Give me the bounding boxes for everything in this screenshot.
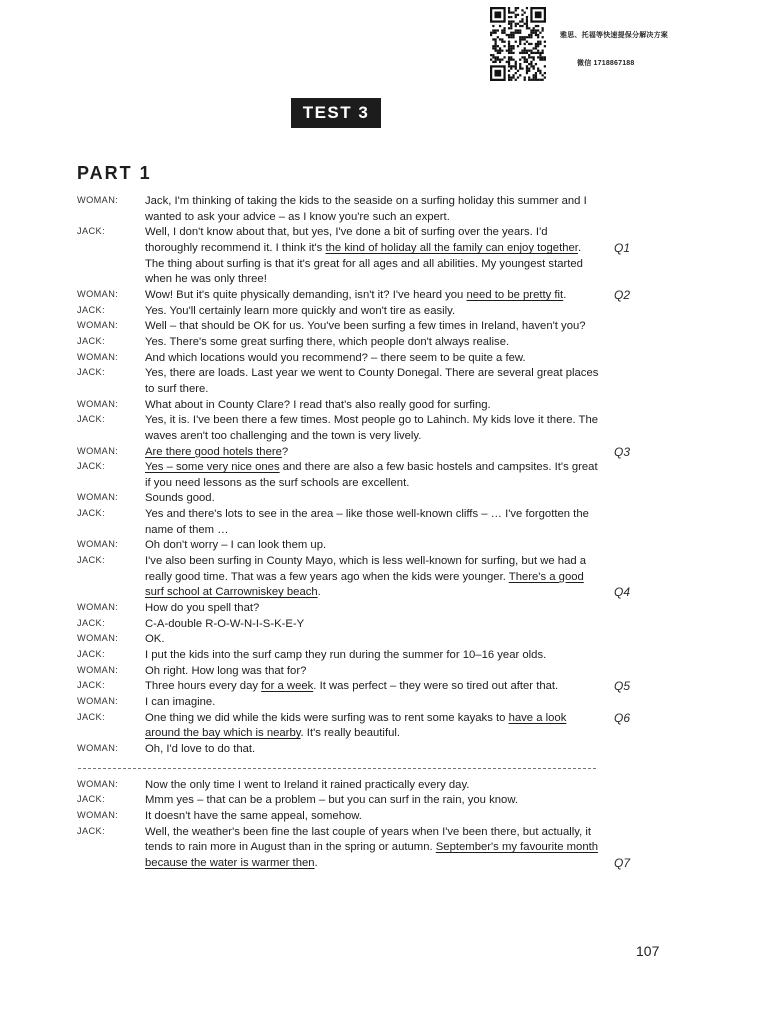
dialogue-row	[0, 648, 768, 664]
dialogue-row	[0, 793, 768, 809]
dialogue-segment: Yes and there's lots to see in the area – like those well-known cliffs – … I've forgotten the name of them …	[145, 508, 589, 536]
dialogue-text	[145, 778, 600, 794]
dialogue-text	[145, 554, 600, 601]
speaker-label: JACK:	[77, 226, 106, 237]
dialogue-segment: I've also been surfing in County Mayo, which is less well-known for surfing, but we had a really good time. That was a few years ago when the kids were younger.	[145, 555, 587, 583]
question-label: Q3	[614, 444, 631, 459]
transcript-block-b	[0, 778, 768, 872]
dialogue-segment: Yes. There's some great surfing there, which people don't always realise.	[145, 335, 510, 348]
speaker-label: JACK:	[77, 367, 106, 378]
part-title: PART 1	[77, 163, 152, 183]
dialogue-row	[0, 398, 768, 414]
dialogue-text	[145, 491, 600, 507]
dialogue-text	[145, 617, 600, 633]
speaker-label: JACK:	[77, 304, 106, 315]
page-number: 107	[636, 943, 660, 959]
dialogue-row	[0, 351, 768, 367]
dialogue-text	[145, 413, 600, 444]
question-label: Q6	[614, 710, 631, 725]
dialogue-text	[145, 538, 600, 554]
dialogue-text	[145, 351, 600, 367]
speaker-label: JACK:	[77, 508, 106, 519]
dialogue-text	[145, 304, 600, 320]
dialogue-row	[0, 679, 768, 695]
dialogue-text	[145, 711, 600, 742]
dialogue-segment: . The thing about surfing is that it's great for all ages and all abilities. My youngest started when he was only three!	[145, 241, 583, 286]
speaker-label: WOMAN:	[77, 742, 119, 753]
dialogue-segment: What about in County Clare? I read that's also really good for surfing.	[145, 398, 491, 411]
answer-underline: Are there good hotels there	[145, 445, 282, 458]
dialogue-text	[145, 288, 600, 304]
answer-underline: need to be pretty fit	[466, 288, 564, 301]
dialogue-text	[145, 319, 600, 335]
speaker-label: WOMAN:	[77, 492, 119, 503]
dialogue-text	[145, 398, 600, 414]
dialogue-segment: Yes, it is. I've been there a few times. Most people go to Lahinch. My kids love it there. The waves aren't too challenging and the town is very lively.	[145, 414, 599, 442]
dialogue-text	[145, 460, 600, 491]
speaker-label: WOMAN:	[77, 320, 119, 331]
dialogue-text	[145, 793, 600, 809]
header-line-2: 微信 1718867188	[577, 60, 635, 67]
speaker-label: WOMAN:	[77, 778, 119, 789]
speaker-label: WOMAN:	[77, 445, 119, 456]
dialogue-segment: Wow! But it's quite physically demanding, isn't it? I've heard you	[145, 288, 467, 301]
question-label: Q2	[614, 287, 631, 302]
dialogue-segment: Yes. You'll certainly learn more quickly and won't tire as easily.	[145, 304, 456, 317]
dialogue-segment: Sounds good.	[145, 492, 215, 505]
dialogue-text	[145, 809, 600, 825]
dialogue-segment: Mmm yes – that can be a problem – but you can surf in the rain, you know.	[145, 794, 518, 807]
dialogue-row	[0, 366, 768, 397]
answer-underline: have a look around the bay which is nearby	[145, 711, 567, 740]
answer-underline: September's my favourite month because the water is warmer then	[145, 841, 599, 869]
dialogue-segment: Oh, I'd love to do that.	[145, 742, 256, 755]
dialogue-row	[0, 319, 768, 335]
dialogue-row	[0, 778, 768, 794]
header-contact	[560, 22, 668, 78]
dialogue-segment: I put the kids into the surf camp they run during the summer for 10–16 year olds.	[145, 649, 547, 662]
dialogue-text	[145, 695, 600, 711]
dialogue-text	[145, 825, 600, 872]
answer-underline: Yes – some very nice ones	[145, 461, 280, 474]
dialogue-text	[145, 445, 600, 461]
dialogue-text	[145, 601, 600, 617]
dialogue-row	[0, 445, 768, 461]
speaker-label: JACK:	[77, 794, 106, 805]
dialogue-segment: . It was perfect – they were so tired out after that.	[313, 680, 559, 693]
speaker-label: WOMAN:	[77, 539, 119, 550]
dialogue-row	[0, 225, 768, 288]
dialogue-segment: Jack, I'm thinking of taking the kids to the seaside on a surfing holiday this summer and I wanted to ask your advice – as I know you're such an expert.	[145, 195, 587, 223]
dialogue-segment: .	[563, 288, 567, 301]
dialogue-text	[145, 335, 600, 351]
dialogue-row	[0, 601, 768, 617]
dialogue-row	[0, 413, 768, 444]
question-label: Q7	[614, 855, 631, 870]
qr-code-icon	[490, 7, 546, 81]
dialogue-row	[0, 304, 768, 320]
speaker-label: JACK:	[77, 617, 106, 628]
dialogue-row	[0, 742, 768, 758]
dialogue-row	[0, 632, 768, 648]
dialogue-row	[0, 664, 768, 680]
dialogue-segment: Oh right. How long was that for?	[145, 664, 307, 677]
speaker-label: JACK:	[77, 414, 106, 425]
dialogue-segment: Well – that should be OK for us. You've been surfing a few times in Ireland, haven't you?	[145, 320, 586, 333]
dialogue-segment: It doesn't have the same appeal, somehow.	[145, 809, 362, 822]
dialogue-row	[0, 554, 768, 601]
dialogue-row	[0, 460, 768, 491]
dialogue-row	[0, 491, 768, 507]
question-label: Q1	[614, 240, 631, 255]
speaker-label: JACK:	[77, 555, 106, 566]
dialogue-row	[0, 288, 768, 304]
dialogue-segment: How do you spell that?	[145, 602, 260, 615]
dialogue-segment: Well, the weather's been fine the last couple of years when I've been there, but actually, it tends to rain more in August than in the spring or autumn.	[145, 825, 591, 854]
answer-underline: the kind of holiday all the family can enjoy together	[325, 241, 578, 254]
question-label: Q5	[614, 679, 631, 694]
dialogue-segment: Well, I don't know about that, but yes, I've done a bit of surfing over the years. I'd thoroughly recommend it. I think it's	[145, 226, 548, 254]
speaker-label: JACK:	[77, 649, 106, 660]
dialogue-row	[0, 617, 768, 633]
dialogue-segment: Now the only time I went to Ireland it rained practically every day.	[145, 778, 470, 791]
dialogue-text	[145, 225, 600, 288]
dialogue-row	[0, 335, 768, 351]
section-divider	[78, 768, 596, 769]
dialogue-row	[0, 809, 768, 825]
test-label: TEST 3	[291, 98, 381, 128]
dialogue-row	[0, 695, 768, 711]
speaker-label: JACK:	[77, 825, 106, 836]
dialogue-text	[145, 679, 600, 695]
dialogue-row	[0, 194, 768, 225]
transcript	[0, 194, 768, 872]
dialogue-row	[0, 825, 768, 872]
answer-underline: There's a good surf school at Carrowniskey beach	[145, 570, 584, 599]
speaker-label: WOMAN:	[77, 633, 119, 644]
speaker-label: WOMAN:	[77, 351, 119, 362]
transcript-block-a	[0, 194, 768, 758]
speaker-label: JACK:	[77, 680, 106, 691]
header-line-1: 雅思、托福等快速提保分解决方案	[560, 32, 668, 39]
dialogue-text	[145, 664, 600, 680]
dialogue-row	[0, 711, 768, 742]
speaker-label: WOMAN:	[77, 288, 119, 299]
dialogue-text	[145, 194, 600, 225]
dialogue-segment: and there are also a few basic hostels and campsites. It's great if you need lessons as the surf schools are excellent.	[145, 461, 598, 489]
speaker-label: JACK:	[77, 711, 106, 722]
dialogue-segment: C-A-double R-O-W-N-I-S-K-E-Y	[145, 617, 305, 630]
answer-underline: for a week	[261, 680, 314, 693]
dialogue-segment: .	[317, 586, 321, 599]
dialogue-row	[0, 538, 768, 554]
dialogue-segment: And which locations would you recommend? – there seem to be quite a few.	[145, 351, 526, 364]
speaker-label: WOMAN:	[77, 602, 119, 613]
speaker-label: WOMAN:	[77, 195, 119, 205]
dialogue-segment: . It's really beautiful.	[300, 727, 401, 740]
speaker-label: JACK:	[77, 461, 106, 472]
dialogue-segment: .	[314, 856, 318, 869]
dialogue-text	[145, 366, 600, 397]
dialogue-text	[145, 632, 600, 648]
dialogue-segment: I can imagine.	[145, 696, 216, 708]
dialogue-text	[145, 742, 600, 758]
dialogue-segment: OK.	[145, 633, 165, 646]
speaker-label: WOMAN:	[77, 664, 119, 675]
dialogue-segment: Yes, there are loads. Last year we went to County Donegal. There are several great places to surf there.	[145, 367, 599, 395]
question-label: Q4	[614, 585, 631, 600]
dialogue-segment: ?	[281, 445, 289, 458]
dialogue-segment: One thing we did while the kids were surfing was to rent some kayaks to	[145, 711, 509, 724]
speaker-label: JACK:	[77, 335, 106, 346]
dialogue-row	[0, 507, 768, 538]
dialogue-text	[145, 507, 600, 538]
dialogue-segment: Oh don't worry – I can look them up.	[145, 539, 327, 552]
dialogue-text	[145, 648, 600, 664]
speaker-label: WOMAN:	[77, 696, 119, 706]
speaker-label: WOMAN:	[77, 398, 119, 409]
dialogue-segment: Three hours every day	[145, 680, 262, 693]
speaker-label: WOMAN:	[77, 809, 119, 820]
